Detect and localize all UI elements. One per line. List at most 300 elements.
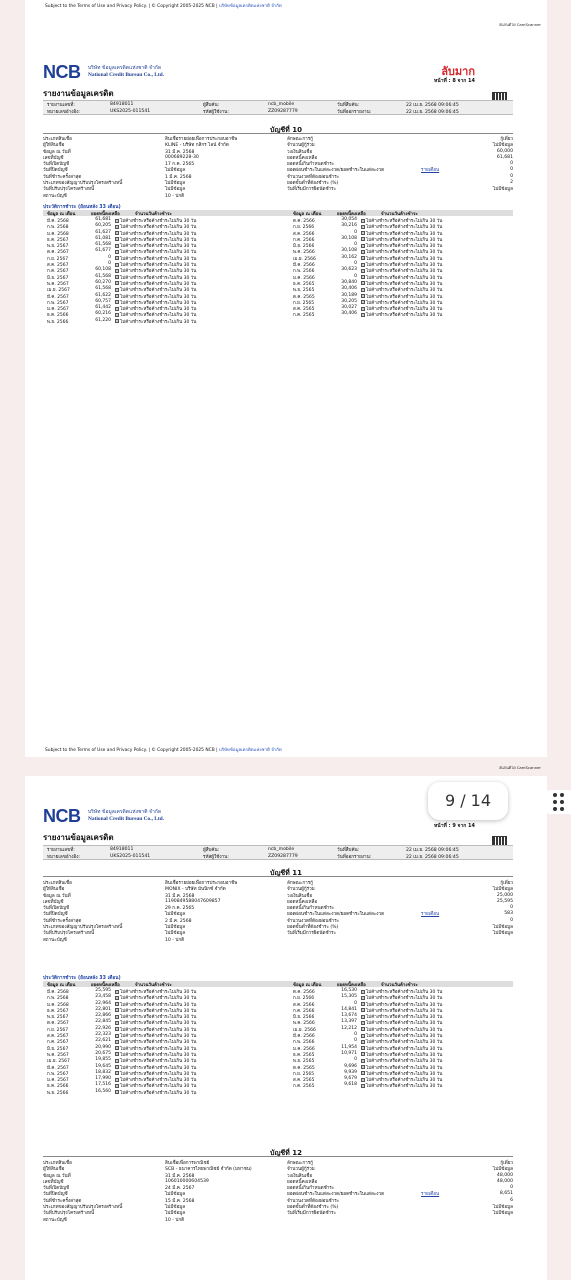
history-date: พ.ย. 2567 <box>47 244 69 250</box>
history-date: ต.ค. 2565 <box>293 1065 315 1071</box>
field-value: 8,651 <box>499 1191 513 1197</box>
history-date: ม.ค. 2567 <box>47 1078 69 1084</box>
report-title: รายงานข้อมูลเครดิต <box>43 833 114 842</box>
status-checkbox-icon <box>115 244 119 248</box>
payment-history-header <box>43 210 513 216</box>
field-value: 0 <box>510 167 513 173</box>
field-label: ประเภทสินเชื่อ <box>43 1161 72 1166</box>
history-date: พ.ย. 2565 <box>293 1059 315 1065</box>
history-status <box>115 318 196 325</box>
status-checkbox-icon <box>115 281 119 285</box>
history-status <box>115 1089 196 1096</box>
field-label: วันที่ชำระครั้งล่าสุด <box>43 1198 82 1204</box>
inquirer-value: ncb_mobile <box>268 102 295 107</box>
history-date: ก.พ. 2568 <box>47 996 69 1002</box>
history-status-text: ไม่ค้างชำระหรือค้างชำระไม่เกิน 30 วัน <box>120 1046 197 1052</box>
field-label: เลขที่บัญชี <box>43 1179 64 1185</box>
history-status-text: ไม่ค้างชำระหรือค้างชำระไม่เกิน 30 วัน <box>366 1046 443 1052</box>
status-checkbox-icon <box>361 288 365 292</box>
field-label: ยอดหนี้คงเหลือ <box>287 1179 318 1185</box>
field-label: วันที่เริ่มมีการผิดนัดชำระ <box>287 187 337 193</box>
info-row <box>43 1217 513 1223</box>
history-date-header: ข้อมูล ณ เดือน <box>47 212 76 217</box>
report-date-label: วันที่ออกรายงาน: <box>337 855 372 860</box>
history-balance: 30,840 <box>341 279 357 285</box>
field-value: 10 - ปกติ <box>165 1217 185 1223</box>
history-balance: 0 <box>108 261 111 267</box>
history-date: ก.ย. 2567 <box>47 1027 69 1033</box>
field-label: ยอดขั้นต่ำที่ต้องชำระ (%) <box>287 181 339 187</box>
history-date: ก.พ. 2567 <box>47 300 69 306</box>
history-balance: 30,162 <box>341 254 357 260</box>
page-number: หน้าที่ : 8 จาก 14 <box>434 78 475 84</box>
field-value: 25,000 <box>496 892 513 898</box>
history-status-text: ไม่ค้างชำระหรือค้างชำระไม่เกิน 30 วัน <box>366 1008 443 1014</box>
history-date: ก.ย. 2567 <box>47 256 69 262</box>
status-checkbox-icon <box>115 996 119 1000</box>
status-checkbox-icon <box>115 1078 119 1082</box>
monthly-link[interactable]: รายเดือน <box>421 168 440 174</box>
history-balance: 0 <box>108 254 111 260</box>
history-date: ก.ค. 2566 <box>293 237 315 243</box>
history-status-text: ไม่ค้างชำระหรือค้างชำระไม่เกิน 30 วัน <box>120 1027 197 1033</box>
account-info <box>43 1160 513 1223</box>
field-value: 0 <box>510 161 513 167</box>
field-label: วันที่ชำระครั้งล่าสุด <box>43 918 82 924</box>
report-header-box <box>43 100 513 115</box>
field-value: ไม่มีข้อมูล <box>492 931 513 937</box>
history-status-text: ไม่ค้างชำระหรือค้างชำระไม่เกิน 30 วัน <box>366 990 443 995</box>
field-value: 1 มี.ค. 2568 <box>165 174 192 180</box>
history-status-text: ไม่ค้างชำระหรือค้างชำระไม่เกิน 30 วัน <box>120 1059 197 1065</box>
report-date-label: วันที่ออกรายงาน: <box>337 110 372 115</box>
camscanner-watermark: สแกนด้วย CamScanner <box>499 765 541 770</box>
status-checkbox-icon <box>361 294 365 298</box>
field-value: ไม่มีข้อมูล <box>165 912 186 918</box>
history-status-text: ไม่ค้างชำระหรือค้างชำระไม่เกิน 30 วัน <box>366 1002 443 1008</box>
footer-company-link[interactable]: บริษัทข้อมูลเครดิตแห่งชาติ จำกัด <box>219 748 282 753</box>
history-date: ก.ค. 2565 <box>293 313 315 319</box>
history-status-text: ไม่ค้างชำระหรือค้างชำระไม่เกิน 30 วัน <box>120 275 197 281</box>
history-status-text: ไม่ค้างชำระหรือค้างชำระไม่เกิน 30 วัน <box>366 256 443 262</box>
footer-company-link[interactable]: บริษัทข้อมูลเครดิตแห่งชาติ จำกัด <box>219 4 282 9</box>
history-balance: 61,627 <box>95 229 111 235</box>
field-value: 25,595 <box>496 898 513 904</box>
status-checkbox-icon <box>115 1071 119 1075</box>
user-code-label: รหัสผู้ใช้งาน: <box>203 110 229 115</box>
history-status-text: ไม่ค้างชำระหรือค้างชำระไม่เกิน 30 วัน <box>120 225 197 231</box>
history-balance: 20,675 <box>95 1050 111 1056</box>
status-checkbox-icon <box>115 231 119 235</box>
history-status <box>361 311 442 318</box>
field-value: ไม่มีข้อมูล <box>165 187 186 193</box>
status-checkbox-icon <box>361 1002 365 1006</box>
field-label: วันที่เปิดบัญชี <box>43 162 70 168</box>
field-value: 000689228-30 <box>165 154 199 160</box>
user-code-value: ZZ09287779 <box>268 109 298 114</box>
history-date-header: ข้อมูล ณ เดือน <box>293 212 322 217</box>
field-value: 2 <box>510 180 513 186</box>
history-date: ก.ย. 2565 <box>293 300 315 306</box>
history-balance: 0 <box>354 261 357 267</box>
monthly-link[interactable]: รายเดือน <box>421 912 440 918</box>
history-status-text: ไม่ค้างชำระหรือค้างชำระไม่เกิน 30 วัน <box>366 1084 443 1090</box>
terms-footer <box>45 746 282 753</box>
history-date: ก.ค. 2567 <box>47 269 69 275</box>
ncb-logo-mark: NCB <box>43 62 81 82</box>
history-balance: 61,568 <box>95 242 111 248</box>
field-value: 48,000 <box>496 1172 513 1178</box>
history-status-text: ไม่ค้างชำระหรือค้างชำระไม่เกิน 30 วัน <box>366 1065 443 1071</box>
field-label: สถานะบัญชี <box>43 937 67 943</box>
status-checkbox-icon <box>115 1052 119 1056</box>
history-date: ธ.ค. 2567 <box>47 1008 69 1014</box>
field-label: ประเภทสินเชื่อ <box>43 137 72 142</box>
status-checkbox-icon <box>361 1046 365 1050</box>
history-status-header: จำนวนวันค้างชำระ <box>381 983 418 988</box>
field-label: วันที่เปิดบัญชี <box>43 1186 70 1192</box>
field-label: ประเภทของสัญญาปรับปรุงโครงสร้างหนี้ <box>43 1205 123 1211</box>
field-value: 0 <box>510 173 513 179</box>
history-date: เม.ย. 2567 <box>47 288 70 294</box>
field-value: 0 <box>510 1185 513 1191</box>
history-balance: 0 <box>354 1000 357 1006</box>
payment-history-right <box>289 988 509 1089</box>
status-checkbox-icon <box>361 269 365 273</box>
history-date: ส.ค. 2567 <box>47 263 69 269</box>
payment-history-title: ประวัติการชำระ (ย้อนหลัง 33 เดือน) <box>43 976 121 981</box>
history-date: ก.ค. 2567 <box>47 1040 69 1046</box>
status-checkbox-icon <box>361 219 365 223</box>
field-value: กู้เดี่ยว <box>500 1161 513 1166</box>
ncb-logo-thai: บริษัท ข้อมูลเครดิตแห่งชาติ จำกัด <box>88 65 162 71</box>
history-status-text: ไม่ค้างชำระหรือค้างชำระไม่เกิน 30 วัน <box>120 294 197 300</box>
history-date: พ.ย. 2566 <box>47 319 69 325</box>
history-balance: 9,618 <box>344 1082 357 1088</box>
report-header-box <box>43 845 513 860</box>
history-status-text: ไม่ค้างชำระหรือค้างชำระไม่เกิน 30 วัน <box>366 1034 443 1040</box>
status-checkbox-icon <box>361 996 365 1000</box>
field-label: สถานะบัญชี <box>43 1217 67 1223</box>
history-status-text: ไม่ค้างชำระหรือค้างชำระไม่เกิน 30 วัน <box>120 990 197 995</box>
field-label: วงเงินสินเชื่อ <box>287 1173 313 1179</box>
history-balance: 30,108 <box>341 248 357 254</box>
terms-footer <box>45 2 282 9</box>
history-status-text: ไม่ค้างชำระหรือค้างชำระไม่เกิน 30 วัน <box>366 294 443 300</box>
history-status-text: ไม่ค้างชำระหรือค้างชำระไม่เกิน 30 วัน <box>120 1090 197 1096</box>
history-date: พ.ย. 2565 <box>293 288 315 294</box>
history-date: ม.ค. 2566 <box>293 275 315 281</box>
field-value: 48,000 <box>496 1178 513 1184</box>
history-balance: 16,560 <box>95 1088 111 1094</box>
document-page-9 <box>25 765 547 1280</box>
field-label: ข้อมูล ณ วันที่ <box>43 149 71 155</box>
field-value: สินเชื่อเพื่อการพาณิชย์ <box>165 1161 210 1166</box>
member-id-label: รายงานเลขที่: <box>47 848 75 853</box>
history-status-text: ไม่ค้างชำระหรือค้างชำระไม่เกิน 30 วัน <box>120 1040 197 1046</box>
history-status-text: ไม่ค้างชำระหรือค้างชำระไม่เกิน 30 วัน <box>120 244 197 250</box>
history-date: ก.พ. 2566 <box>293 1040 315 1046</box>
history-balance: 12,212 <box>341 1025 357 1031</box>
history-date: ต.ค. 2566 <box>293 990 315 995</box>
status-checkbox-icon <box>361 281 365 285</box>
field-value: ไม่มีข้อมูล <box>492 925 513 931</box>
inquirer-value: ncb_mobile <box>268 847 295 852</box>
history-date: ธ.ค. 2567 <box>47 237 69 243</box>
history-status-text: ไม่ค้างชำระหรือค้างชำระไม่เกิน 30 วัน <box>120 281 197 287</box>
field-label: ยอดผ่อนชำระในแต่ละงวด/ยอดชำระในแต่ละงวด <box>287 1192 385 1198</box>
field-value: ไม่มีข้อมูล <box>492 1167 513 1173</box>
history-status-text: ไม่ค้างชำระหรือค้างชำระไม่เกิน 30 วัน <box>120 1002 197 1008</box>
field-value: ไม่มีข้อมูล <box>492 1211 513 1217</box>
history-status-text: ไม่ค้างชำระหรือค้างชำระไม่เกิน 30 วัน <box>366 231 443 237</box>
history-balance: 9,679 <box>344 1076 357 1082</box>
history-date: ส.ค. 2565 <box>293 307 315 313</box>
field-label: วันที่ปิดบัญชี <box>43 912 68 918</box>
history-balance: 30,054 <box>341 217 357 222</box>
field-label: วันที่ชำระครั้งล่าสุด <box>43 174 82 180</box>
reference-no-value: UKS2025-011541 <box>110 109 151 114</box>
field-value: 29 ก.ค. 2565 <box>165 906 195 912</box>
divider <box>43 876 513 877</box>
history-status-header: จำนวนวันค้างชำระ <box>381 212 418 217</box>
status-checkbox-icon <box>361 250 365 254</box>
history-balance: 30,406 <box>341 286 357 292</box>
history-status-text: ไม่ค้างชำระหรือค้างชำระไม่เกิน 30 วัน <box>366 281 443 287</box>
history-date: ส.ค. 2566 <box>293 1002 315 1008</box>
status-checkbox-icon <box>115 1008 119 1012</box>
history-status-header: จำนวนวันค้างชำระ <box>135 983 172 988</box>
history-balance: 22,621 <box>95 1038 111 1044</box>
history-status-text: ไม่ค้างชำระหรือค้างชำระไม่เกิน 30 วัน <box>366 263 443 269</box>
field-value: 31 มี.ค. 2568 <box>165 149 195 155</box>
history-balance: 30,205 <box>341 298 357 304</box>
payment-history-left <box>43 217 263 324</box>
history-date: ต.ค. 2567 <box>47 250 69 256</box>
history-date: ส.ค. 2565 <box>293 1078 315 1084</box>
member-id-value: 84918011 <box>110 102 134 107</box>
history-balance: 30,406 <box>341 311 357 317</box>
field-value: 1190849588047609857 <box>165 898 221 904</box>
status-checkbox-icon <box>115 237 119 241</box>
history-status-text: ไม่ค้างชำระหรือค้างชำระไม่เกิน 30 วัน <box>366 1052 443 1058</box>
page-number: หน้าที่ : 9 จาก 14 <box>434 823 475 829</box>
history-status-text: ไม่ค้างชำระหรือค้างชำระไม่เกิน 30 วัน <box>120 237 197 243</box>
history-balance: 0 <box>354 1057 357 1063</box>
history-balance: 18,832 <box>95 1069 111 1075</box>
history-balance: 16,530 <box>341 988 357 993</box>
history-balance: 30,189 <box>341 292 357 298</box>
field-value: ไม่มีข้อมูล <box>165 168 186 174</box>
history-balance: 30,623 <box>341 267 357 273</box>
history-status-text: ไม่ค้างชำระหรือค้างชำระไม่เกิน 30 วัน <box>120 263 197 269</box>
field-value: MONIX - บริษัท มันนิกซ์ จำกัด <box>165 887 226 893</box>
history-balance: 30,108 <box>341 235 357 241</box>
history-date: เม.ย. 2566 <box>293 256 316 262</box>
history-date: ส.ค. 2567 <box>47 1034 69 1040</box>
field-value: SCB - ธนาคารไทยพาณิชย์ จำกัด (มหาชน) <box>165 1167 252 1173</box>
status-checkbox-icon <box>115 256 119 260</box>
history-status <box>361 1082 442 1089</box>
field-label: ประเภทของสัญญาปรับปรุงโครงสร้างหนี้ <box>43 181 123 187</box>
status-checkbox-icon <box>361 237 365 241</box>
history-date: ก.ย. 2566 <box>293 996 315 1002</box>
inquiry-date-label: วันที่สืบค้น: <box>337 103 360 108</box>
history-balance: 61,568 <box>95 273 111 279</box>
history-status-text: ไม่ค้างชำระหรือค้างชำระไม่เกิน 30 วัน <box>366 275 443 281</box>
field-value: 0 <box>510 917 513 923</box>
history-balance: 23,458 <box>95 994 111 1000</box>
history-date: เม.ย. 2566 <box>293 1027 316 1033</box>
account-info <box>43 136 513 199</box>
status-checkbox-icon <box>361 263 365 267</box>
status-checkbox-icon <box>361 1078 365 1082</box>
status-checkbox-icon <box>361 244 365 248</box>
field-value: 583 <box>504 911 513 917</box>
status-checkbox-icon <box>361 275 365 279</box>
field-value: กู้เดี่ยว <box>500 881 513 886</box>
field-label: วันที่ปิดบัญชี <box>43 1192 68 1198</box>
field-label: สถานะบัญชี <box>43 193 67 199</box>
field-label: ข้อมูล ณ วันที่ <box>43 1173 71 1179</box>
status-checkbox-icon <box>361 256 365 260</box>
status-checkbox-icon <box>361 1052 365 1056</box>
history-status-text: ไม่ค้างชำระหรือค้างชำระไม่เกิน 30 วัน <box>366 300 443 306</box>
member-id-label: รายงานเลขที่: <box>47 103 75 108</box>
history-date: มิ.ย. 2567 <box>47 275 69 281</box>
account-title: บัญชีที่ 11 <box>270 869 302 877</box>
monthly-link[interactable]: รายเดือน <box>421 1192 440 1198</box>
history-status-text: ไม่ค้างชำระหรือค้างชำระไม่เกิน 30 วัน <box>120 300 197 306</box>
field-value: 61,681 <box>496 154 513 160</box>
field-label: จำนวนงวดที่ต้องผ่อนชำระ <box>287 918 340 924</box>
history-balance: 11,954 <box>341 1044 357 1050</box>
reference-no-value: UKS2025-011541 <box>110 854 151 859</box>
history-status-text: ไม่ค้างชำระหรือค้างชำระไม่เกิน 30 วัน <box>120 996 197 1002</box>
history-date: พ.ย. 2566 <box>47 1090 69 1096</box>
ncb-logo-english: National Credit Bureau Co., Ltd. <box>88 816 165 822</box>
status-checkbox-icon <box>361 231 365 235</box>
history-balance: 30,216 <box>341 223 357 229</box>
field-value: ไม่มีข้อมูล <box>165 181 186 187</box>
page-indicator: 9 / 14 <box>428 782 508 820</box>
history-date: ต.ค. 2567 <box>47 1021 69 1027</box>
history-status-text: ไม่ค้างชำระหรือค้างชำระไม่เกิน 30 วัน <box>120 1078 197 1084</box>
history-date: พ.ค. 2566 <box>293 250 315 256</box>
field-label: เลขที่บัญชี <box>43 155 64 161</box>
status-checkbox-icon <box>361 300 365 304</box>
field-label: วันที่ปรับปรุงโครงสร้างหนี้ <box>43 187 95 193</box>
history-balance: 22,801 <box>95 1006 111 1012</box>
info-row <box>43 937 513 943</box>
status-checkbox-icon <box>115 1059 119 1063</box>
history-date: มิ.ย. 2566 <box>293 1015 315 1021</box>
history-balance: 14,841 <box>341 1006 357 1012</box>
history-balance: 0 <box>354 1032 357 1038</box>
status-checkbox-icon <box>361 1027 365 1031</box>
history-status-text: ไม่ค้างชำระหรือค้างชำระไม่เกิน 30 วัน <box>120 231 197 237</box>
payment-history-header <box>43 981 513 987</box>
field-value: สินเชื่อรายย่อยเพื่อการประกอบอาชีพ <box>165 881 238 886</box>
field-label: ยอดหนี้เกินกำหนดชำระ <box>287 162 335 168</box>
history-status-text: ไม่ค้างชำระหรือค้างชำระไม่เกิน 30 วัน <box>366 1015 443 1021</box>
status-checkbox-icon <box>115 1034 119 1038</box>
field-label: ยอดผ่อนชำระในแต่ละงวด/ยอดชำระในแต่ละงวด <box>287 912 385 918</box>
field-label: ผู้ให้สินเชื่อ <box>43 143 65 149</box>
history-balance: 22,845 <box>95 1019 111 1025</box>
field-value: 15 มี.ค. 2568 <box>165 1198 195 1204</box>
history-balance: 22,926 <box>95 1025 111 1031</box>
history-balance: 22,964 <box>95 1000 111 1006</box>
history-date: ม.ค. 2568 <box>47 231 69 237</box>
status-checkbox-icon <box>115 1015 119 1019</box>
field-value: ไม่มีข้อมูล <box>165 1211 186 1217</box>
history-date: มี.ค. 2567 <box>47 1065 69 1071</box>
field-label: ยอดหนี้เกินกำหนดชำระ <box>287 1186 335 1192</box>
status-checkbox-icon <box>361 1015 365 1019</box>
history-balance: 61,677 <box>95 248 111 254</box>
history-date: ต.ค. 2565 <box>293 294 315 300</box>
field-label: ผู้ให้สินเชื่อ <box>43 887 65 893</box>
field-value: ไม่มีข้อมูล <box>492 143 513 149</box>
history-status-text: ไม่ค้างชำระหรือค้างชำระไม่เกิน 30 วัน <box>120 307 197 313</box>
history-balance: 9,696 <box>344 1063 357 1069</box>
account-title: บัญชีที่ 12 <box>270 1149 302 1157</box>
field-value: กู้เดี่ยว <box>500 137 513 142</box>
history-balance: 0 <box>354 273 357 279</box>
history-balance: 0 <box>354 1038 357 1044</box>
field-label: ลักษณะการกู้ <box>287 881 313 886</box>
history-status-text: ไม่ค้างชำระหรือค้างชำระไม่เกิน 30 วัน <box>120 250 197 256</box>
history-date-header: ข้อมูล ณ เดือน <box>47 983 76 988</box>
history-balance: 20,990 <box>95 1044 111 1050</box>
status-checkbox-icon <box>361 307 365 311</box>
status-checkbox-icon <box>115 990 119 994</box>
history-date: ก.พ. 2568 <box>47 225 69 231</box>
history-date: ก.ย. 2566 <box>293 225 315 231</box>
history-date: มี.ค. 2568 <box>47 990 69 995</box>
field-label: วันที่ปิดบัญชี <box>43 168 68 174</box>
history-status-text: ไม่ค้างชำระหรือค้างชำระไม่เกิน 30 วัน <box>366 269 443 275</box>
report-date-value: 22 เม.ย. 2568 09:06:45 <box>406 110 459 115</box>
field-label: ยอดผ่อนชำระในแต่ละงวด/ยอดชำระในแต่ละงวด <box>287 168 385 174</box>
field-label: จำนวนผู้กู้ร่วม <box>287 143 315 149</box>
history-date-header: ข้อมูล ณ เดือน <box>293 983 322 988</box>
history-status-text: ไม่ค้างชำระหรือค้างชำระไม่เกิน 30 วัน <box>120 1021 197 1027</box>
divider <box>43 133 513 134</box>
field-value: สินเชื่อรายย่อยเพื่อการประกอบอาชีพ <box>165 137 238 142</box>
user-code-label: รหัสผู้ใช้งาน: <box>203 855 229 860</box>
field-label: ยอดหนี้เกินกำหนดชำระ <box>287 906 335 912</box>
grip-menu-icon[interactable] <box>540 790 571 814</box>
history-date: มี.ค. 2566 <box>293 263 315 269</box>
inquirer-label: ผู้สืบค้น: <box>203 848 220 853</box>
field-value: 6 <box>510 1197 513 1203</box>
history-status-text: ไม่ค้างชำระหรือค้างชำระไม่เกิน 30 วัน <box>366 996 443 1002</box>
field-label: วงเงินสินเชื่อ <box>287 149 313 155</box>
field-label: วันที่ปรับปรุงโครงสร้างหนี้ <box>43 1211 95 1217</box>
history-balance: 22,866 <box>95 1013 111 1019</box>
history-date: พ.ย. 2567 <box>47 1015 69 1021</box>
status-checkbox-icon <box>115 300 119 304</box>
status-checkbox-icon <box>361 1059 365 1063</box>
history-balance-header: ยอดหนี้คงเหลือ <box>91 212 120 217</box>
history-date: ก.ค. 2565 <box>293 1084 315 1090</box>
camscanner-watermark: สแกนด้วย CamScanner <box>499 22 541 27</box>
history-status-text: ไม่ค้างชำระหรือค้างชำระไม่เกิน 30 วัน <box>366 1078 443 1084</box>
ncb-logo <box>43 62 243 84</box>
history-balance: 19,645 <box>95 1063 111 1069</box>
